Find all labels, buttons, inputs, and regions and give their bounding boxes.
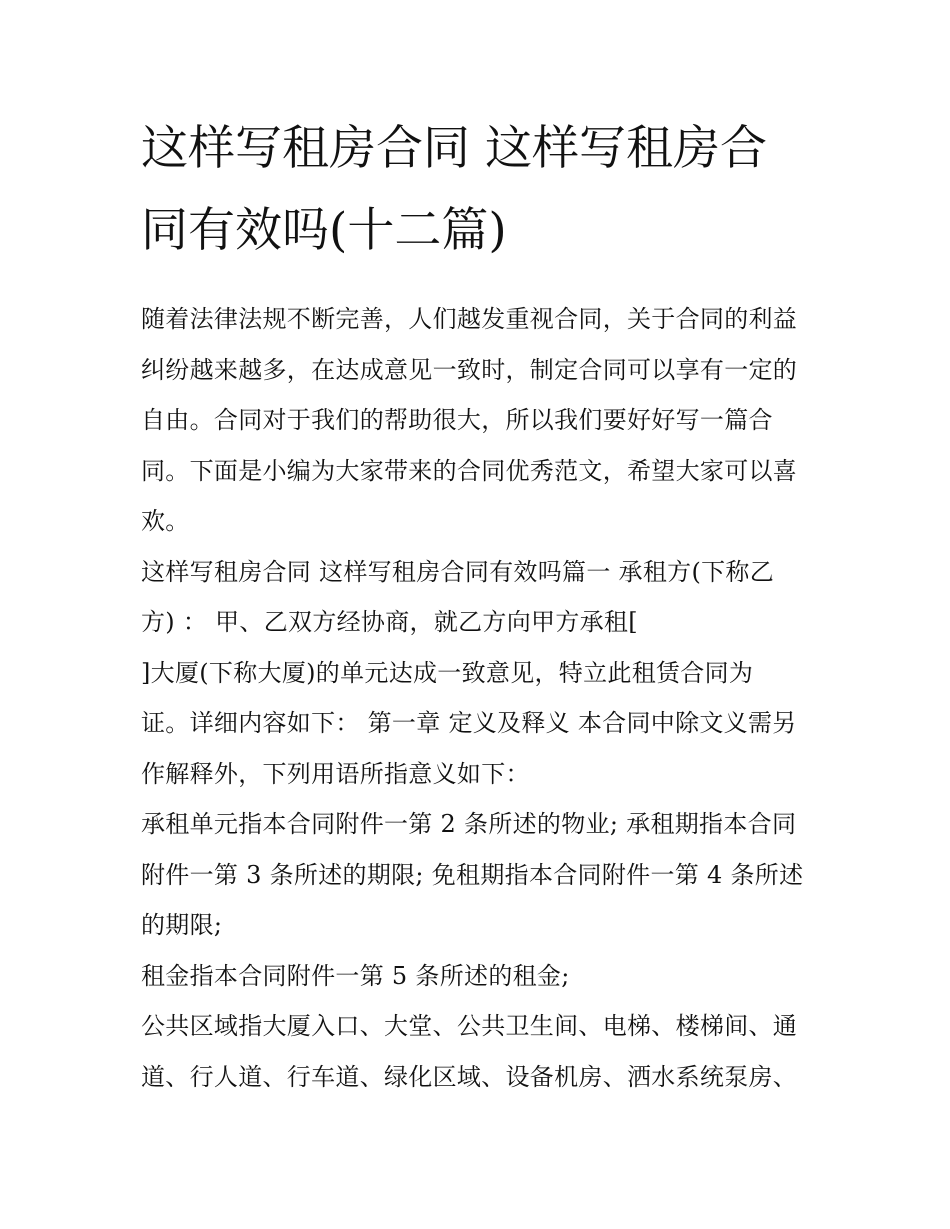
text-line: 方) ： 甲、乙双方经协商，就乙方向甲方承租[ (141, 608, 638, 636)
document-content (141, 108, 813, 1102)
text-line: 道、行人道、行车道、绿化区域、设备机房、洒水系统泵房、 (141, 1062, 798, 1091)
document-body (141, 294, 813, 1102)
text-line: 租金指本合同附件一第 5 条所述的租金; (141, 961, 570, 990)
text-line: 同。下面是小编为大家带来的合同优秀范文，希望大家可以喜 (141, 456, 798, 485)
rent-definition-paragraph (141, 951, 813, 1002)
text-line: 附件一第 3 条所述的期限; 免租期指本合同附件一第 4 条所述 (141, 860, 804, 889)
public-area-paragraph (141, 1001, 813, 1102)
text-line: 这样写租房合同 这样写租房合同有效吗篇一 承租方(下称乙 (141, 557, 775, 586)
title-line: 同有效吗(十二篇) (141, 203, 507, 258)
text-line: 欢。 (141, 507, 190, 535)
text-line: 承租单元指本合同附件一第 2 条所述的物业; 承租期指本合同 (141, 810, 797, 838)
text-line: 的期限; (141, 911, 223, 939)
definitions-paragraph (141, 799, 813, 951)
intro-paragraph (141, 294, 813, 547)
text-line: 公共区域指大厦入口、大堂、公共卫生间、电梯、楼梯间、通 (141, 1012, 798, 1040)
section-heading-paragraph (141, 547, 813, 648)
text-line: 随着法律法规不断完善，人们越发重视合同，关于合同的利益 (141, 305, 798, 333)
text-line: 自由。合同对于我们的帮助很大，所以我们要好好写一篇合 (141, 406, 773, 434)
text-line: 纠纷越来越多，在达成意见一致时，制定合同可以享有一定的 (141, 355, 798, 384)
building-paragraph (141, 648, 813, 800)
text-line: 证。详细内容如下： 第一章 定义及释义 本合同中除文义需另 (141, 709, 797, 737)
text-line: 作解释外，下列用语所指意义如下： (141, 759, 530, 788)
title-line: 这样写租房合同 这样写租房合 (141, 121, 767, 176)
text-line: ]大厦(下称大厦)的单元达成一致意见，特立此租赁合同为 (141, 658, 754, 687)
document-title (141, 108, 813, 272)
